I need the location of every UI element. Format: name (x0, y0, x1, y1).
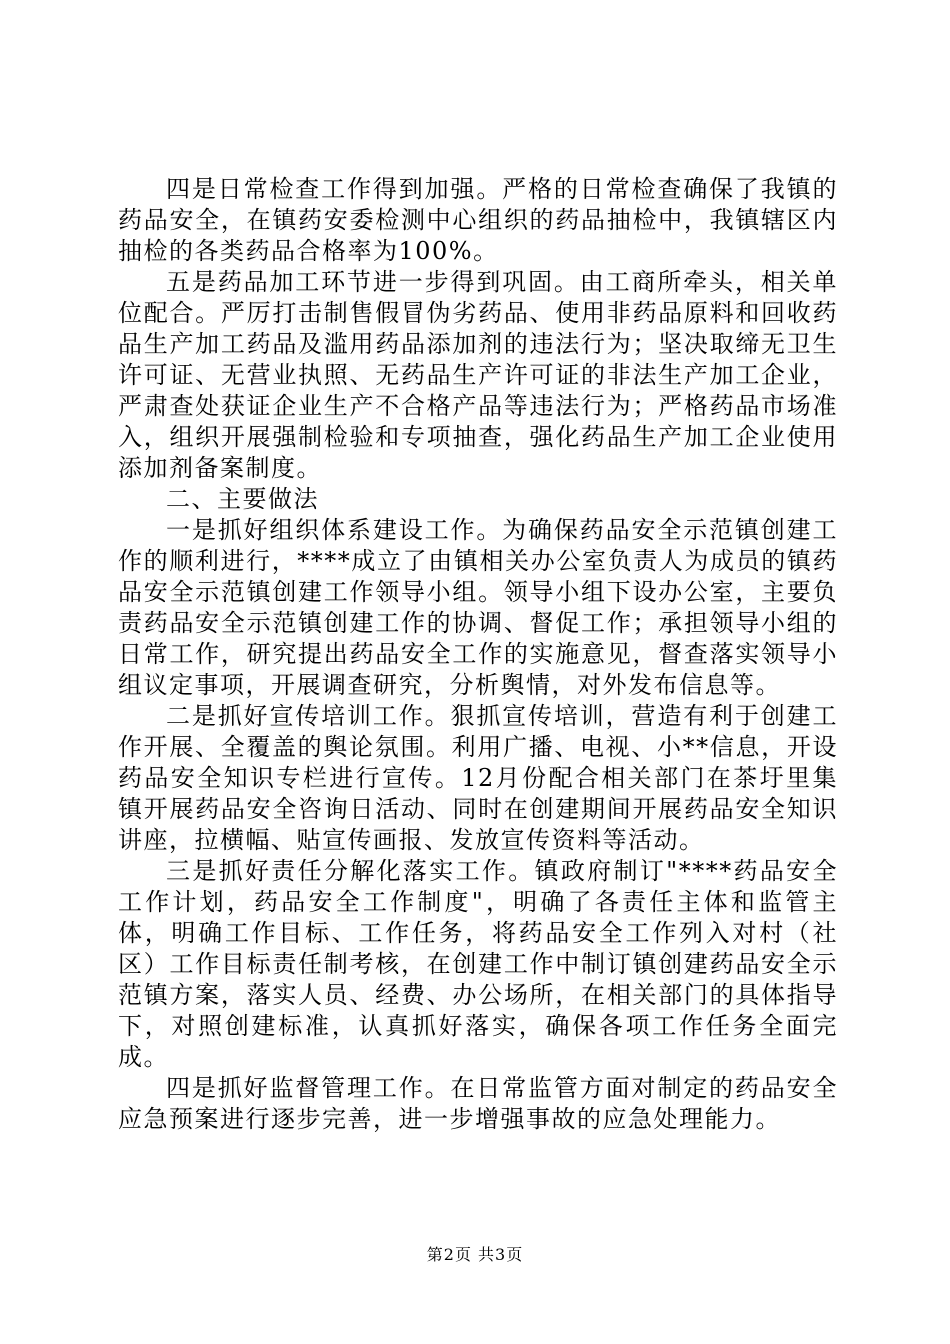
paragraph-organization: 一是抓好组织体系建设工作。为确保药品安全示范镇创建工作的顺利进行，****成立了由镇相关办公室负责人为成员的镇药品安全示范镇创建工作领导小组。领导小组下设办公室，主要负责药品安全示范镇创建工作的协调、督促工作；承担领导小组的日常工作，研究提出药品安全工作的实施意见，督查落实领导小组议定事项，开展调查研究，分析舆情，对外发布信息等。 (118, 516, 838, 699)
paragraph-responsibility: 三是抓好责任分解化落实工作。镇政府制订"****药品安全工作计划，药品安全工作制度"，明确了各责任主体和监管主体，明确工作目标、工作任务，将药品安全工作列入对村（社区）工作目标责任制考核，在创建工作中制订镇创建药品安全示范镇方案，落实人员、经费、办公场所，在相关部门的具体指导下，对照创建标准，认真抓好落实，确保各项工作任务全面完成。 (118, 857, 838, 1071)
paragraph-processing: 五是药品加工环节进一步得到巩固。由工商所牵头，相关单位配合。严厉打击制售假冒伪劣药品、使用非药品原料和回收药品生产加工药品及滥用药品添加剂的违法行为；坚决取缔无卫生许可证、无营业执照、无药品生产许可证的非法生产加工企业，严肃查处获证企业生产不合格产品等违法行为；严格药品市场准入，组织开展强制检验和专项抽查，强化药品生产加工企业使用添加剂备案制度。 (118, 268, 838, 482)
section-heading: 二、主要做法 (166, 485, 319, 513)
paragraph-inspection: 四是日常检查工作得到加强。严格的日常检查确保了我镇的药品安全，在镇药安委检测中心组织的药品抽检中，我镇辖区内抽检的各类药品合格率为100%。 (118, 175, 838, 265)
page-footer: 第2页 共3页 (426, 1245, 524, 1264)
paragraph-supervision: 四是抓好监督管理工作。在日常监管方面对制定的药品安全应急预案进行逐步完善，进一步增强事故的应急处理能力。 (118, 1074, 838, 1133)
paragraph-publicity: 二是抓好宣传培训工作。狠抓宣传培训，营造有利于创建工作开展、全覆盖的舆论氛围。利用广播、电视、小**信息，开设药品安全知识专栏进行宣传。12月份配合相关部门在茶圩里集镇开展药品安全咨询日活动、同时在创建期间开展药品安全知识讲座，拉横幅、贴宣传画报、发放宣传资料等活动。 (118, 702, 838, 854)
document-body (118, 174, 838, 1135)
